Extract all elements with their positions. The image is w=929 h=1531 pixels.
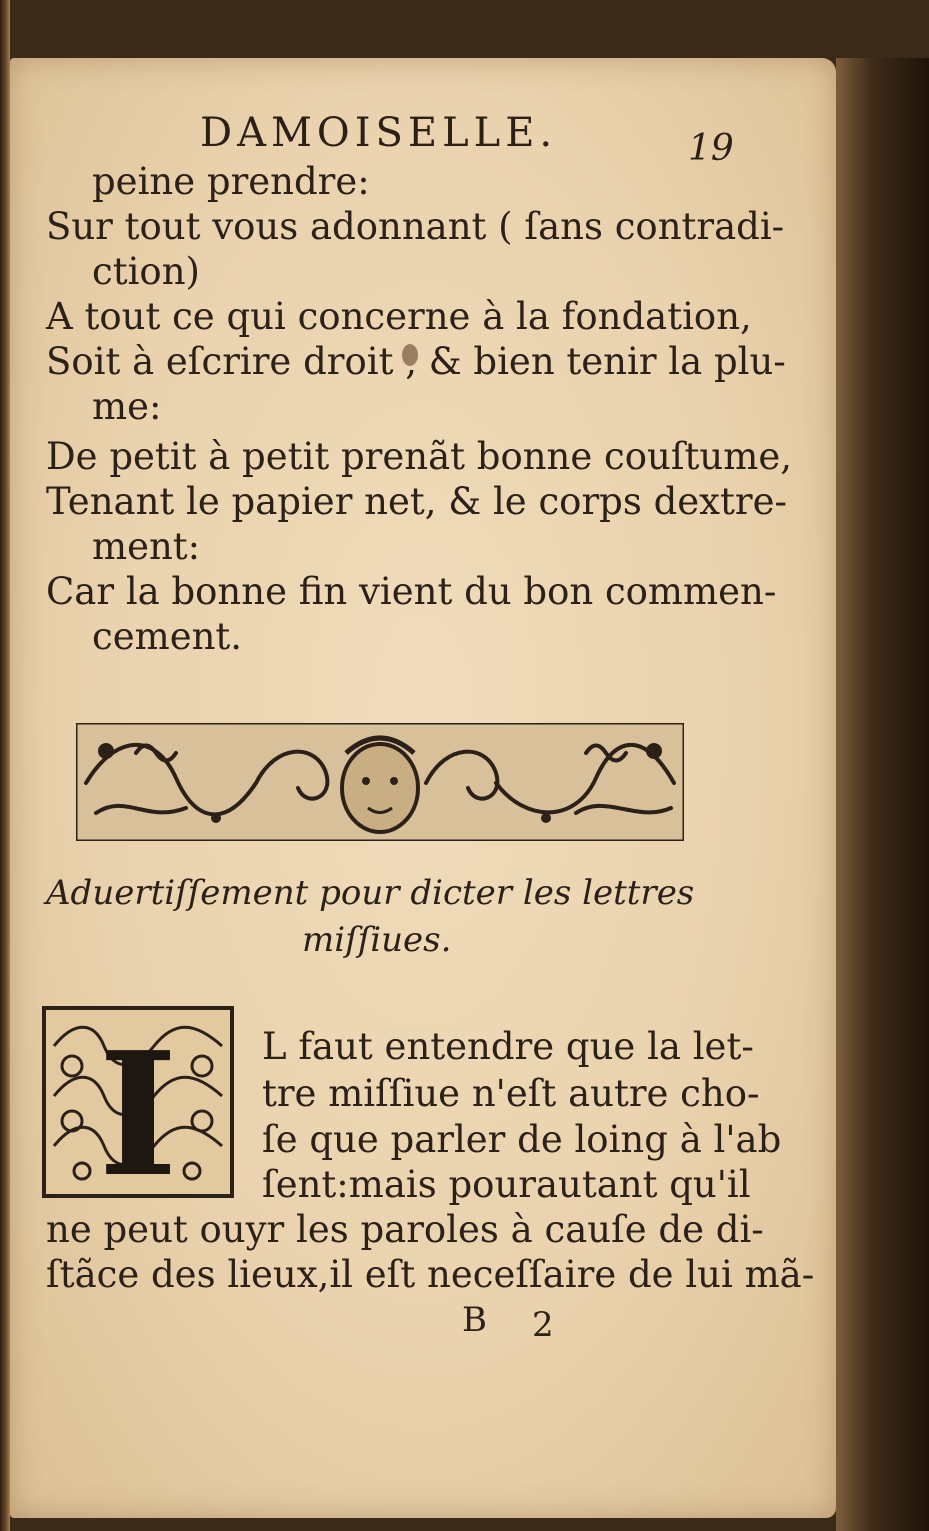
book-edge-right: [836, 58, 929, 1531]
decorative-headpiece: [76, 723, 684, 841]
verse-line: Car la bonne fin vient du bon commen-: [46, 570, 777, 613]
decorated-initial-I: [42, 1006, 234, 1198]
section-heading-line: miſſiues.: [302, 920, 452, 960]
section-heading-line: Aduertiſſement pour dicter les lettres: [46, 873, 695, 913]
body-line: ſtãce des lieux,il eſt neceſſaire de lui mã-: [46, 1253, 815, 1296]
body-line: ne peut ouyr les paroles à cauſe de di-: [46, 1208, 764, 1251]
signature-number: 2: [532, 1305, 554, 1345]
running-title: DAMOISELLE.: [200, 110, 558, 156]
verse-line: me:: [92, 385, 162, 428]
signature-letter: B: [462, 1300, 487, 1340]
body-line: tre miſſiue n'eſt autre cho-: [262, 1072, 760, 1115]
body-line: ſe que parler de loing à l'ab: [262, 1118, 782, 1161]
verse-line: ment:: [92, 525, 201, 568]
drop-cap-letter: I: [98, 1015, 178, 1198]
verse-line: peine prendre:: [92, 160, 370, 203]
body-line: L faut entendre que la let-: [262, 1025, 754, 1068]
verse-line: De petit à petit prenãt bonne couſtume,: [46, 435, 792, 478]
page-number: 19: [688, 128, 734, 169]
book-edge-left: [0, 0, 10, 1531]
body-line: ſent:mais pourautant qu'il: [262, 1163, 751, 1206]
verse-line: Sur tout vous adonnant ( ſans contradi-: [46, 205, 785, 248]
verse-line: Tenant le papier net, & le corps dextre-: [46, 480, 787, 523]
verse-line: Soit à eſcrire droit , & bien tenir la plu-: [46, 340, 786, 383]
verse-line: ction): [92, 250, 200, 293]
verse-line: A tout ce qui concerne à la fondation,: [46, 295, 752, 338]
verse-line: cement.: [92, 615, 243, 658]
